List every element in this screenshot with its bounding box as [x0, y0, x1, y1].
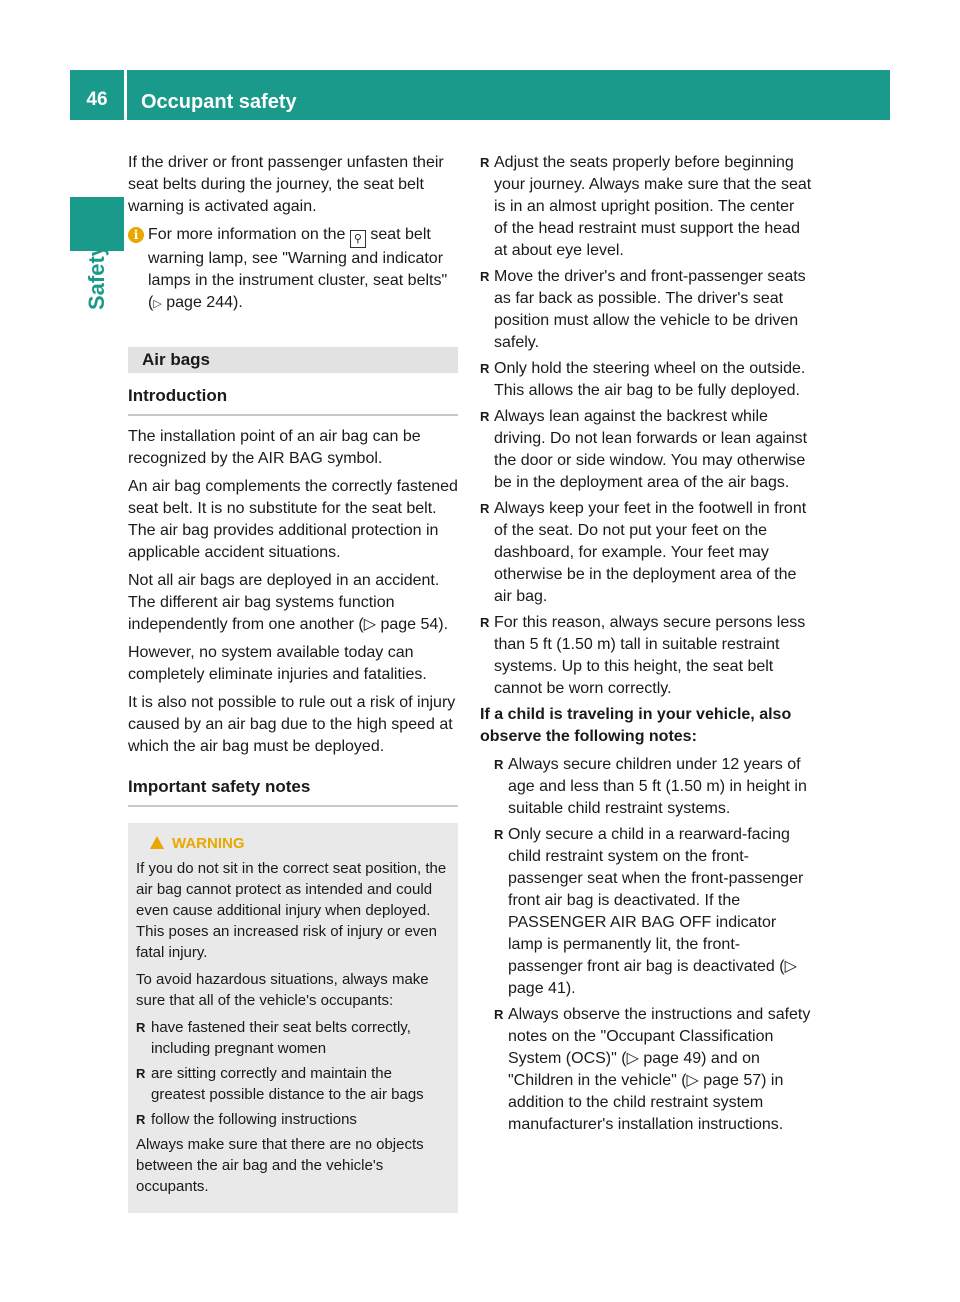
- info-icon: i: [128, 227, 144, 243]
- airbags-section-band: Air bags: [128, 347, 458, 373]
- seat-belt-warning-icon: ⚲: [350, 230, 366, 248]
- list-item: R Always keep your feet in the footwell in front of the seat. Do not put your feet on the dashboard, for example. Your feet may otherwise be in the deployment area of the air bag.: [480, 498, 812, 608]
- info-text-before: For more information on the: [148, 226, 346, 243]
- info-page-ref[interactable]: page 244).: [166, 294, 243, 311]
- page-number: 46: [86, 89, 108, 110]
- intro-para-3: Not all air bags are deployed in an accident. The different air bag systems function independently from one another (▷ page 54).: [128, 572, 449, 633]
- warning-bullet: R have fastened their seat belts correctly, including pregnant women: [136, 1017, 448, 1059]
- list-item: R Always lean against the backrest while driving. Do not lean forwards or lean against the door or side window. You may otherwise be in the deployment area of the air bags.: [480, 406, 812, 494]
- warning-bullet: R are sitting correctly and maintain the greatest possible distance to the air bags: [136, 1063, 448, 1105]
- child-list-item: R Always secure children under 12 years of age and less than 5 ft (1.50 m) in height in suitable child restraint systems.: [494, 754, 812, 820]
- child-list-item: R Always observe the instructions and safety notes on the "Occupant Classification System (OCS)" (▷ page 49) and on "Children in the vehicle" (▷ page 57) in addition to the child restraint system manufacturer's installation instructions.: [494, 1004, 812, 1136]
- page-ref-arrow-icon: ▷: [153, 298, 162, 310]
- list-item: R Adjust the seats properly before beginning your journey. Always make sure that the seat is in an almost upright position. The center of the head restraint must support the head at about eye level.: [480, 152, 812, 262]
- intro-para-2: An air bag complements the correctly fastened seat belt. It is no substitute for the seat belt. The air bag provides additional protection in applicable accident situations.: [128, 478, 458, 561]
- child-heading: If a child is traveling in your vehicle, also observe the following notes:: [480, 706, 792, 745]
- intro-para-4: However, no system available today can completely eliminate injuries and fatalities.: [128, 644, 427, 683]
- warning-title-row: [136, 833, 448, 854]
- header-divider: [124, 70, 127, 120]
- list-item: R Only hold the steering wheel on the outside. This allows the air bag to be fully deployed.: [480, 358, 812, 402]
- list-item: R Move the driver's and front-passenger seats as far back as possible. The driver's seat position must allow the vehicle to be driven safely.: [480, 266, 812, 354]
- warning-closing: Always make sure that there are no objects between the air bag and the vehicle's occupants.: [136, 1136, 424, 1195]
- child-list-item: R Only secure a child in a rearward-facing child restraint system on the front-passenger seat when the front-passenger front air bag is deactivated. If the PASSENGER AIR BAG OFF indicator lamp is permanently lit, the front-passenger front air bag is deactivated (▷ page 41).: [494, 824, 812, 1000]
- list-item: R For this reason, always secure persons less than 5 ft (1.50 m) tall in suitable restraint systems. Up to this height, the seat belt cannot be worn correctly.: [480, 612, 812, 700]
- warning-para-1: If you do not sit in the correct seat position, the air bag cannot protect as intended and could even cause additional injury when deployed. This poses an increased risk of injury or even fatal injury.: [136, 860, 447, 961]
- intro-para-5: It is also not possible to rule out a risk of injury caused by an air bag due to the high speed at which the air bag must be deployed.: [128, 694, 456, 755]
- side-tab-block: [70, 197, 124, 251]
- side-tab-label: Safety: [84, 243, 109, 310]
- introduction-heading: Introduction: [128, 385, 458, 416]
- warning-bullet: R follow the following instructions: [136, 1109, 448, 1130]
- left-column: [128, 152, 458, 1213]
- info-text-after: seat belt warning lamp, see "Warning and indicator lamps in the instrument cluster, seat belts" (: [148, 226, 448, 311]
- warning-triangle-icon: [150, 836, 164, 849]
- safety-notes-heading: Important safety notes: [128, 776, 458, 807]
- child-list: [480, 754, 812, 1136]
- warning-title: WARNING: [172, 835, 245, 852]
- section-title: Occupant safety: [141, 91, 297, 113]
- intro-para-1: The installation point of an air bag can be recognized by the AIR BAG symbol.: [128, 428, 421, 467]
- warning-box: [128, 823, 458, 1213]
- warning-para-2: To avoid hazardous situations, always make sure that all of the vehicle's occupants:: [136, 971, 429, 1009]
- right-column: [480, 152, 812, 1140]
- intro-paragraph: If the driver or front passenger unfasten their seat belts during the journey, the seat belt warning is activated again.: [128, 154, 444, 215]
- info-note: [128, 224, 458, 315]
